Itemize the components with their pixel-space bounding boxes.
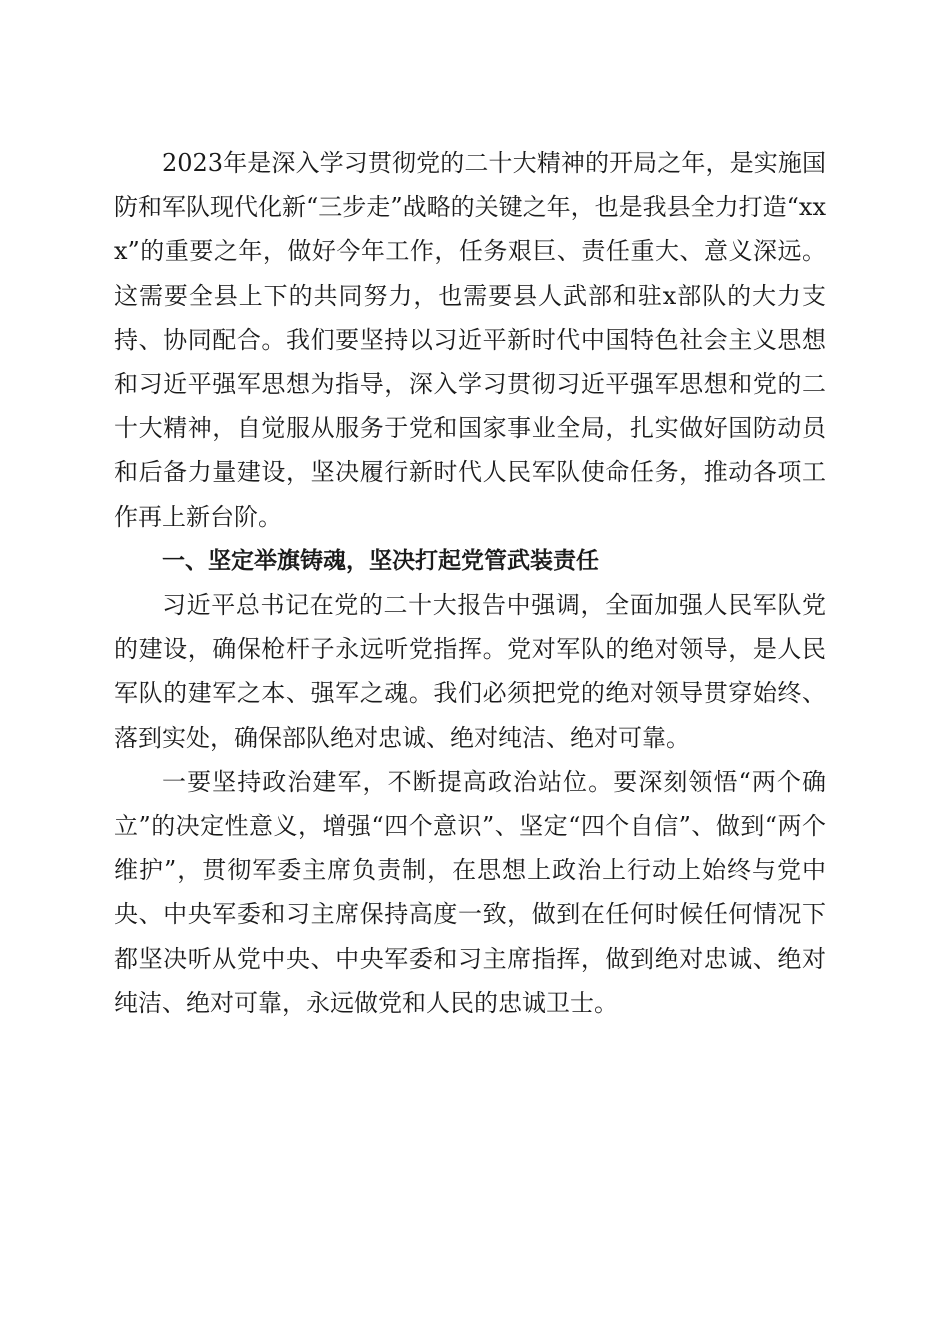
intro-paragraph: 2023年是深入学习贯彻党的二十大精神的开局之年，是实施国防和军队现代化新“三步走”战略的关键之年，也是我县全力打造“xxx”的重要之年，做好今年工作，任务艰巨、责任重大、意义深远。这需要全县上下的共同努力，也需要县人武部和驻x部队的大力支持、协同配合。我们要坚持以习近平新时代中国特色社会主义思想和习近平强军思想为指导，深入学习贯彻习近平强军思想和党的二十大精神，自觉服从服务于党和国家事业全局，扎实做好国防动员和后备力量建设，坚决履行新时代人民军队使命任务，推动各项工作再上新台阶。 [114,149,826,531]
section-paragraph: 习近平总书记在党的二十大报告中强调，全面加强人民军队党的建设，确保枪杆子永远听党指挥。党对军队的绝对领导，是人民军队的建军之本、强军之魂。我们必须把党的绝对领导贯穿始终、落到实处，确保部队绝对忠诚、绝对纯洁、绝对可靠。 [114,591,826,752]
section-heading: 一、坚定举旗铸魂，坚决打起党管武装责任 [162,547,599,574]
section-point-paragraph: 一要坚持政治建军，不断提高政治站位。要深刻领悟“两个确立”的决定性意义，增强“四个意识”、坚定“四个自信”、做到“两个维护”，贯彻军委主席负责制，在思想上政治上行动上始终与党中央、中央军委和习主席保持高度一致，做到在任何时候任何情况下都坚决听从党中央、中央军委和习主席指挥，做到绝对忠诚、绝对纯洁、绝对可靠，永远做党和人民的忠诚卫士。 [114,767,826,1017]
document-body [114,141,826,1025]
